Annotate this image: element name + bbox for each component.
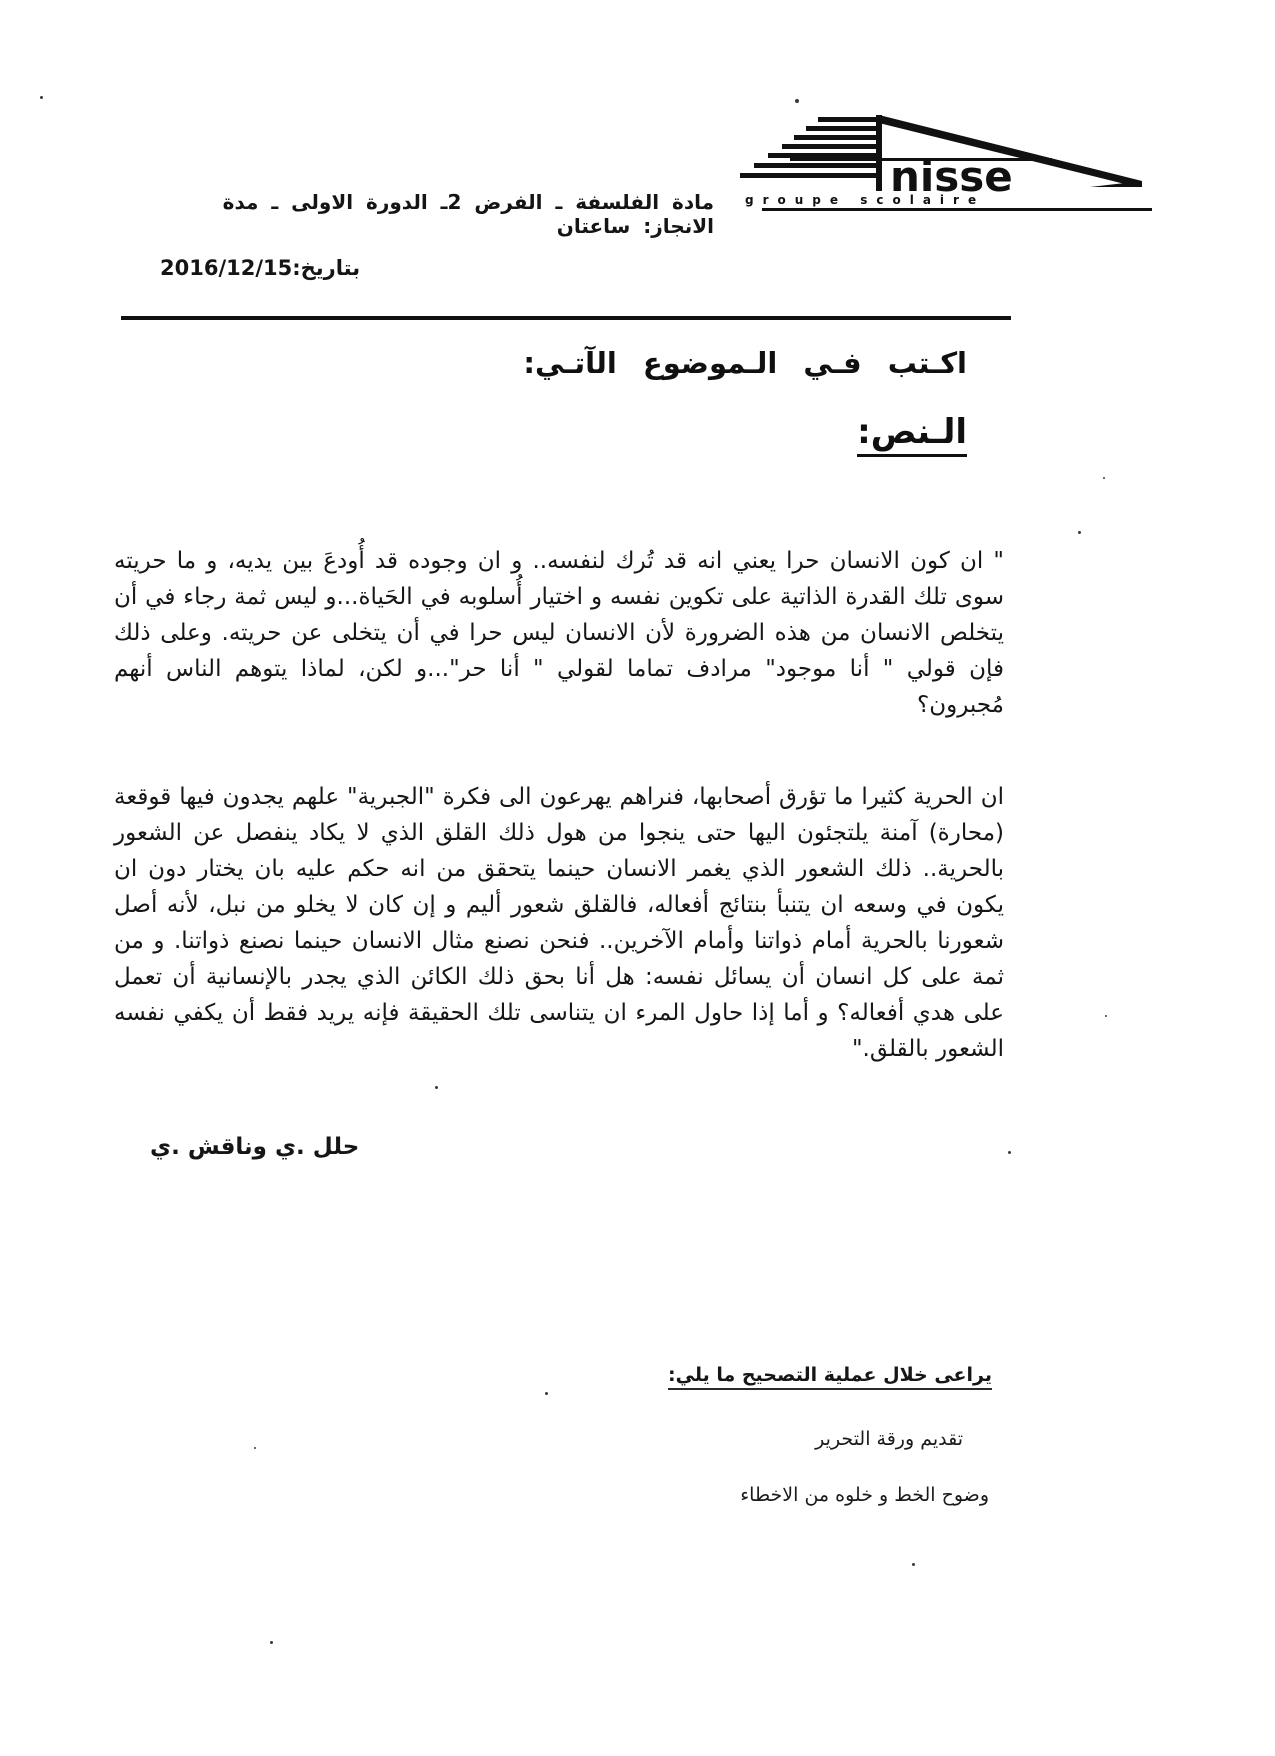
correction-note-heading: يراعى خلال عملية التصحيح ما يلي: xyxy=(668,1364,992,1390)
divider-line xyxy=(121,316,1011,320)
scan-speck xyxy=(1008,1151,1011,1154)
course-info-line: مادة الفلسفة ـ الفرض 2ـ الدورة الاولى ـ مدة الانجاز: ساعتان xyxy=(222,190,714,238)
scan-speck xyxy=(40,96,43,99)
essay-paragraph-2: ان الحرية كثيرا ما تؤرق أصحابها، فنراهم يهرعون الى فكرة "الجبرية" علهم يجدون فيها قوقعة (محارة) آمنة يلتجئون اليها حتى ينجوا من هول ذلك القلق الذي لا يكاد ينفصل عن الشعور بالحرية.. ذلك الشعور الذي يغمر الانسان حينما يتحقق من انه حكم عليه بان يختار دون ان يكون في وسعه ان يتنبأ بنتائج أفعاله، فالقلق شعور أليم و إن كان لا يخلو من نبل، لأنه أصل شعورنا بالحرية أمام ذواتنا وأمام الآخرين.. فنحن نصنع مثال الانسان حينما نصنع ذواتنا. و من ثمة على كل انسان أن يسائل نفسه: هل أنا بحق ذلك الكائن الذي يجدر بالإنسانية أن تعمل على هدي أفعاله؟ و أما إذا حاول المرء ان يتناسى تلك الحقيقة فإنه يريد فقط أن يكفي نفسه الشعور بالقلق." xyxy=(114,784,1004,1062)
scan-speck xyxy=(254,1447,256,1449)
correction-note-item: تقديم ورقة التحرير xyxy=(815,1428,963,1450)
exam-date: بتاريخ:2016/12/15 xyxy=(160,256,361,280)
school-logo-icon xyxy=(690,103,1160,215)
scan-speck xyxy=(795,99,799,103)
task-instruction: حلل .ي وناقش .ي xyxy=(150,1134,360,1160)
scan-speck xyxy=(1105,1015,1107,1017)
correction-note-item: وضوح الخط و خلوه من الاخطاء xyxy=(740,1484,989,1506)
scan-speck xyxy=(1103,477,1105,479)
scan-speck xyxy=(1078,531,1081,534)
essay-text xyxy=(114,543,1004,1067)
logo-subtitle-text: groupe scolaire xyxy=(745,193,986,207)
text-section-label: الـنص: xyxy=(857,412,967,457)
logo-brand-text: nisse xyxy=(890,152,1013,201)
instruction-title: اكـتب فـي الـموضوع الآتـي: xyxy=(523,346,967,380)
essay-paragraph-1: " ان كون الانسان حرا يعني انه قد تُرك لنفسه.. و ان وجوده قد أُودعَ بين يديه، و ما حريته سوى تلك القدرة الذاتية على تكوين نفسه و اختيار أُسلوبه في الحَياة...و ليس ثمة رجاء في أن يتخلص الانسان من هذه الضرورة لأن الانسان ليس حرا في أن يتخلى عن حريته. وعلى ذلك فإن قولي " أنا موجود" مرادف تماما لقولي " أنا حر"...و لكن، لماذا يتوهم الناس أنهم مُجبرون؟ xyxy=(114,548,1004,718)
scan-speck xyxy=(270,1641,273,1644)
scan-speck xyxy=(435,1086,438,1089)
scan-speck xyxy=(545,1392,548,1395)
school-logo xyxy=(690,103,1160,215)
scan-speck xyxy=(912,1563,915,1566)
